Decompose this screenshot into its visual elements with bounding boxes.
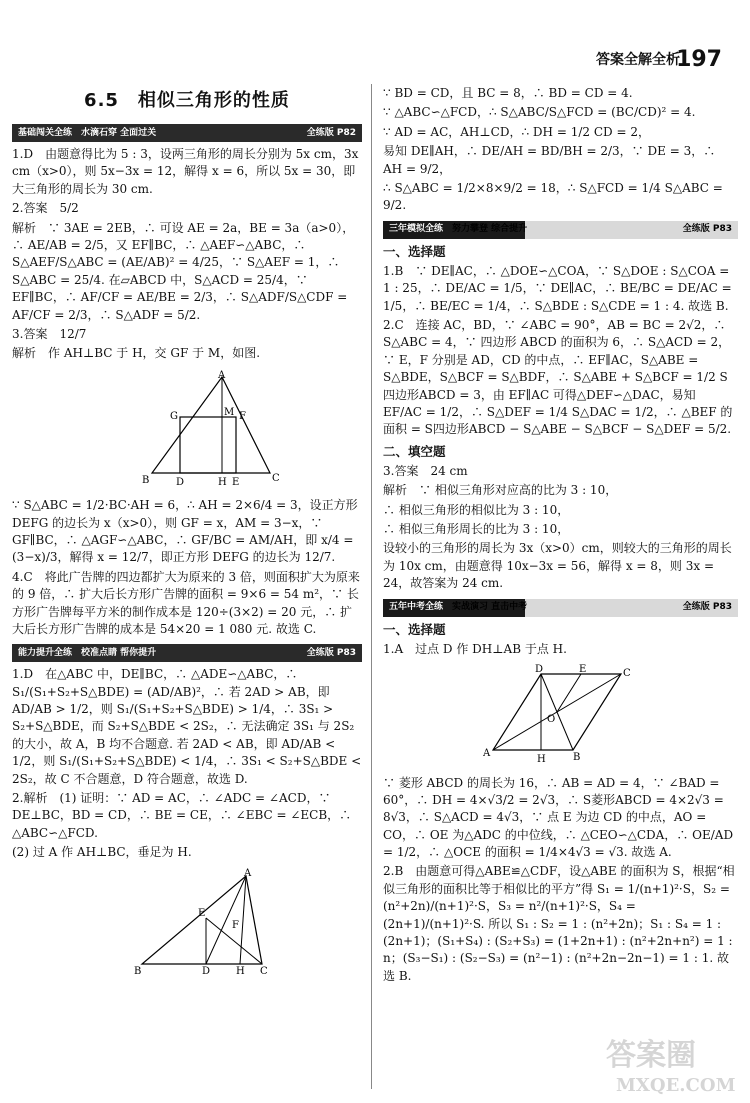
answer-item: 解析 作 AH⊥BC 于 H，交 GF 于 M，如图. bbox=[12, 346, 261, 361]
answer-item: ∵ 菱形 ABCD 的周长为 16，∴ AB = AD = 4，∵ ∠BAD = 60°，∴ DH = 4×√3/2 = 2√3，∴ S菱形ABCD = 4×2√3 = 8√3，∴ S△ACD = 4√3，∵ 点 E 为边 CD 的中点，AO = CO，∴ OE 为△ADC 的中位线，∴ △CEO∽△CDA，∴ OE/AD = 1/2，∴ △OCE 的面积 = 1/4×4√3 = √3. 故选 A. bbox=[383, 775, 734, 860]
answer-item: 解析 ∵ 3AE = 2EB，∴ 可设 AE = 2a，BE = 3a（a>0），∴ AE/AB = 2/5，又 EF∥BC，∴ △AEF∽△ABC，∴ S△AEF/S△ABC = (AE/AB)² = 4/25，∵ S△AEF = 1，∴ S△ABC = 25/4. 在▱ABCD 中，S△ACD = 25/4，∵ EF∥BC，∴ AF/CF = AE/BE = 2/3，∴ S△ADF/S△CDF = AF/CF = 2/3，∴ S△ADF = 5/2. bbox=[12, 220, 355, 322]
band-ref: 全练版 P82 bbox=[306, 127, 356, 138]
answer-item: 3.答案 24 cm bbox=[383, 463, 468, 478]
answer-item: 2.答案 5/2 bbox=[12, 201, 79, 216]
svg-text:F: F bbox=[232, 919, 239, 931]
page-number: 197 bbox=[676, 47, 722, 72]
band-sub: 水滴石穿 全面过关 bbox=[81, 127, 157, 138]
svg-text:H: H bbox=[236, 965, 245, 977]
answer-item: 设较小的三角形的周长为 3x（x>0）cm，则较大的三角形的周长为 10x cm，由题意得 10x−3x = 56，解得 x = 8，则 3x = 24，故答案为 24 cm. bbox=[383, 541, 732, 591]
answer-item: 3.答案 12/7 bbox=[12, 327, 87, 341]
svg-text:B: B bbox=[573, 752, 581, 764]
answer-item: 易知 DE∥AH，∴ DE/AH = BD/BH = 2/3，∵ DE = 3，∴ AH = 9/2， bbox=[383, 144, 716, 176]
svg-text:E: E bbox=[232, 476, 240, 487]
answer-item: ∴ 相似三角形周长的比为 3 : 10， bbox=[383, 522, 570, 537]
svg-text:G: G bbox=[170, 410, 178, 422]
section-title: 6.5 相似三角形的性质 bbox=[84, 90, 290, 111]
band-ref: 全练版 P83 bbox=[682, 224, 732, 235]
svg-text:A: A bbox=[244, 867, 252, 879]
figure-rhombus bbox=[483, 664, 633, 764]
left-column bbox=[12, 84, 362, 987]
figure-triangle-abc bbox=[132, 868, 272, 978]
svg-text:A: A bbox=[483, 748, 491, 760]
svg-text:D: D bbox=[202, 965, 211, 977]
page-header bbox=[0, 0, 750, 72]
svg-text:D: D bbox=[535, 664, 544, 676]
svg-text:O: O bbox=[547, 714, 556, 726]
band-name: 能力提升全练 bbox=[18, 647, 73, 658]
answer-item: ∵ △ABC∽△FCD，∴ S△ABC/S△FCD = (BC/CD)² = 4. bbox=[383, 105, 696, 120]
subsection-heading: 一、选择题 bbox=[383, 621, 446, 637]
watermark-logo bbox=[596, 1027, 746, 1097]
figure-square-in-triangle bbox=[122, 369, 282, 487]
svg-text:F: F bbox=[239, 410, 246, 422]
band-sub: 校准点睛 帮你提升 bbox=[81, 647, 157, 658]
answer-item: ∵ BD = CD，且 BC = 8，∴ BD = CD = 4. bbox=[383, 86, 633, 100]
answer-item: ∵ S△ABC = 1/2·BC·AH = 6，∴ AH = 2×6/4 = 3，设正方形 DEFG 的边长为 x（x>0），则 GF = x，AM = 3−x，∵ GF∥BC，∴ △AGF∽△ABC，∴ GF/BC = AM/AH，即 x/4 = (3−x)/3，解得 x = 12/7，即正方形 DEFG 的边长为 12/7. bbox=[12, 498, 358, 565]
answer-item: 4.C 将此广告牌的四边都扩大为原来的 3 倍，则面积扩大为原来的 9 倍，∴ 扩大后长方形广告牌的面积 = 9×6 = 54 m²，∵ 长方形广告牌每平方米的制作成本是 120÷(3×2) = 20 元，∴ 扩大后长方形广告牌的成本是 54×20 = 1 080 元. 故选 C. bbox=[12, 569, 360, 636]
section-band-basic bbox=[12, 124, 362, 142]
answer-item: 2.解析 (1) 证明：∵ AD = AC，∴ ∠ADC = ∠ACD，∵ DE⊥BC，BD = CD，∴ BE = CE，∴ ∠EBC = ∠ECB，∴ △ABC∽△FCD. bbox=[12, 791, 352, 840]
svg-text:C: C bbox=[272, 472, 280, 484]
answer-item: (2) 过 A 作 AH⊥BC，垂足为 H. bbox=[12, 845, 192, 860]
band-ref: 全练版 P83 bbox=[682, 602, 732, 613]
svg-text:E: E bbox=[198, 907, 206, 919]
section-band-exam bbox=[383, 599, 738, 617]
band-sub: 努力攀登 综合提升 bbox=[452, 224, 528, 235]
subsection-heading: 一、选择题 bbox=[383, 243, 446, 259]
answer-item: 解析 ∵ 相似三角形对应高的比为 3 : 10， bbox=[383, 483, 618, 498]
subsection-heading: 二、填空题 bbox=[383, 443, 446, 459]
answer-item: 1.D 在△ABC 中，DE∥BC，∴ △ADE∽△ABC，∴ S₁/(S₁+S₂+S△BDE) = (AD/AB)²，∴ 若 2AD > AB，即 AD/AB > 1/2，则 S₁/(S₁+S₂+S△BDE) > 1/4，∴ 3S₁ > S₂+S△BDE，而 S₂+S△BDE < 2S₂，∴ 无法确定 3S₁ 与 2S₂ 的大小，故 A，B 均不合题意. 若 2AD < AB，即 AD/AB < 1/2，则 S₁/(S₁+S₂+S△BDE) < 1/4，∴ 3S₁ < S₂+S△BDE < 2S₂，故 C 不合题意，D 符合题意，故选 D. bbox=[12, 667, 362, 786]
svg-text:H: H bbox=[537, 754, 546, 765]
band-sub: 实战演习 直击中考 bbox=[452, 602, 528, 613]
band-name: 基础闯关全练 bbox=[18, 127, 73, 138]
answer-item: 1.B ∵ DE∥AC，∴ △DOE∽△COA，∵ S△DOE : S△COA = 1 : 25，∴ DE/AC = 1/5，∵ DE∥AC，∴ BE/BC = DE/AC = 1/5，∴ BE/EC = 1/4，∴ S△BDE : S△CDE = 1 : 4. 故选 B. bbox=[383, 263, 732, 313]
svg-text:M: M bbox=[224, 406, 235, 418]
column-divider bbox=[371, 84, 372, 1089]
svg-text:D: D bbox=[176, 476, 185, 487]
svg-text:答案圈: 答案圈 bbox=[606, 1038, 696, 1073]
band-name: 三年模拟全练 bbox=[389, 224, 444, 235]
header-label: 答案全解全析 bbox=[596, 52, 680, 68]
answer-item: ∴ S△ABC = 1/2×8×9/2 = 18，∴ S△FCD = 1/4 S△ABC = 9/2. bbox=[383, 180, 723, 213]
right-column bbox=[383, 84, 738, 987]
answer-item: 2.B 由题意可得△ABE≌△CDF，设△ABE 的面积为 S，根据“相似三角形的面积比等于相似比的平方”得 S₁ = 1/(n+1)²·S，S₂ = (n²+2n)/(n+1)²·S，S₃ = n²/(n+1)²·S，S₄ = (2n+1)/(n+1)²·S. 所以 S₁ : S₂ = 1 : (n²+2n)；S₁ : S₄ = 1 : (2n+1)；(S₁+S₄) : (S₂+S₃) = (1+2n+1) : (n²+2n+n²) = 1 : n；(S₃−S₁) : (S₂−S₃) = (n²−1) : (n²+2n−2n−1) = 1 : 1. 故选 B. bbox=[383, 864, 735, 983]
answer-item: 1.A 过点 D 作 DH⊥AB 于点 H. bbox=[383, 641, 567, 656]
answer-item: 2.C 连接 AC，BD，∵ ∠ABC = 90°，AB = BC = 2√2，∴ S△ABC = 4，∵ 四边形 ABCD 的面积为 6，∴ S△ACD = 2，∵ E，F 分别是 AD，CD 的中点，∴ EF∥AC，S△ABE = S△BDE，S△BCF = S△BDF，∴ S△ABE + S△BCF = 1/2 S四边形ABCD = 3，由 EF∥AC 可得△DEF∽△DAC，易知 EF/AC = 1/2，∴ S△DEF = 1/4 S△DAC = 1/2，∴ △BEF 的面积 = S四边形ABCD − S△ABE − S△BCF − S△DEF = 5/2. bbox=[383, 318, 733, 437]
svg-text:H: H bbox=[218, 476, 227, 487]
answer-item: ∴ 相似三角形的相似比为 3 : 10， bbox=[383, 502, 570, 517]
svg-text:C: C bbox=[260, 965, 268, 977]
band-ref: 全练版 P83 bbox=[306, 647, 356, 658]
section-band-ability bbox=[12, 644, 362, 662]
svg-text:B: B bbox=[142, 474, 150, 486]
band-name: 五年中考全练 bbox=[389, 602, 444, 613]
section-band-mock bbox=[383, 221, 738, 239]
svg-text:C: C bbox=[623, 668, 631, 680]
svg-text:E: E bbox=[579, 664, 587, 676]
svg-text:B: B bbox=[134, 965, 142, 977]
svg-text:A: A bbox=[218, 369, 226, 381]
answer-item: 1.D 由题意得比为 5 : 3，设两三角形的周长分别为 5x cm，3x cm（x>0），则 5x−3x = 12，解得 x = 6，所以 5x = 30，即大三角形的周长为 30 cm. bbox=[12, 147, 359, 196]
answer-item: ∵ AD = AC，AH⊥CD，∴ DH = 1/2 CD = 2， bbox=[383, 124, 650, 139]
svg-text:MXQE.COM: MXQE.COM bbox=[616, 1075, 736, 1096]
